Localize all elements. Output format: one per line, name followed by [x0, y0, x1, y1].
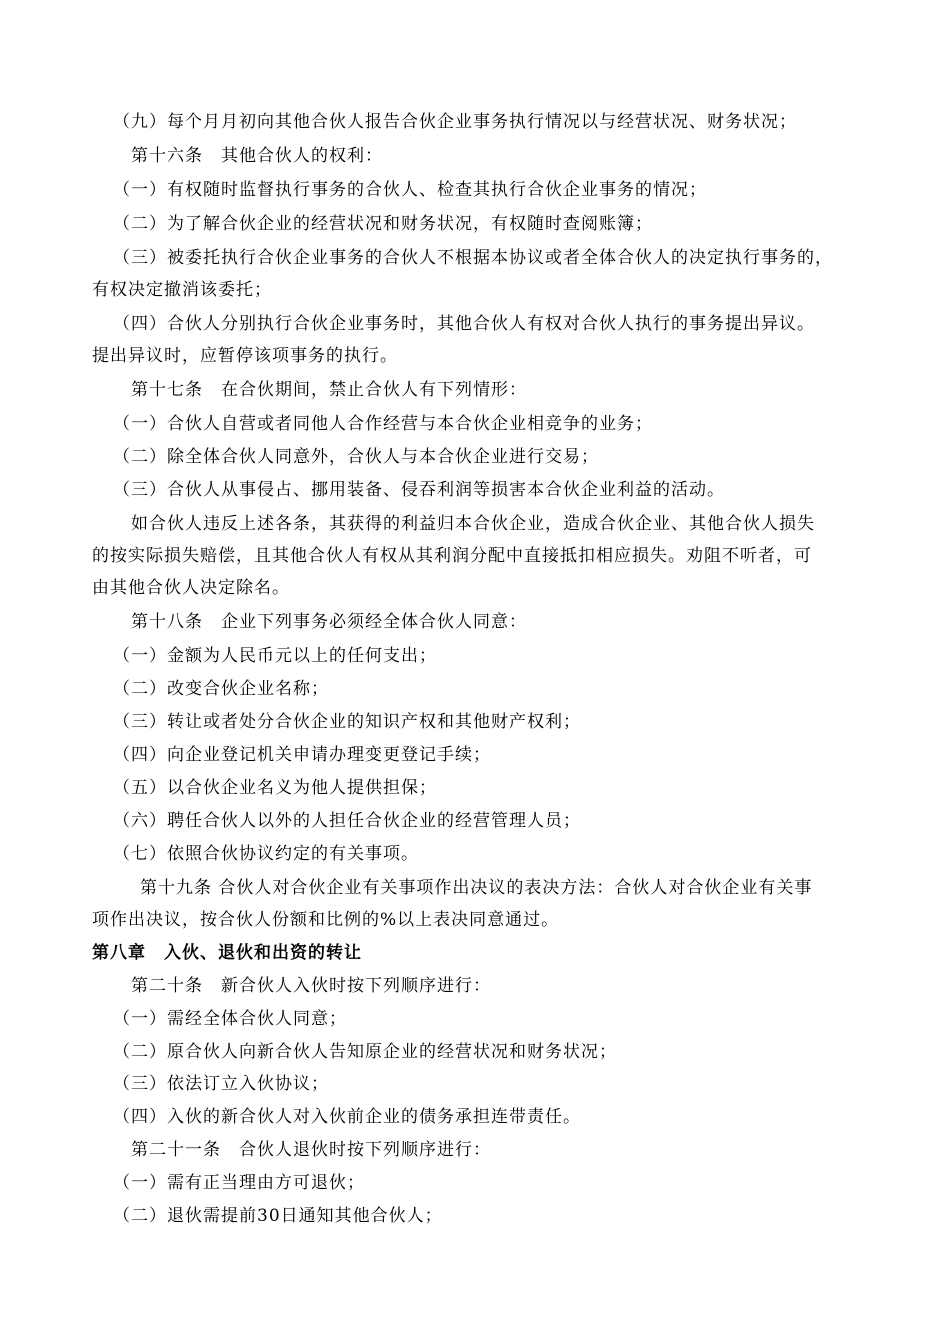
text-line: （三）转让或者处分合伙企业的知识产权和其他财产权利；: [113, 712, 581, 732]
text-line: （七）依照合伙协议约定的有关事项。: [113, 844, 419, 864]
text-line: （九）每个月月初向其他合伙人报告合伙企业事务执行情况以与经营状况、财务状况；: [113, 112, 797, 132]
text-line: （四）向企业登记机关申请办理变更登记手续；: [113, 745, 491, 765]
article-heading: 第十七条 在合伙期间，禁止合伙人有下列情形：: [131, 380, 527, 400]
text-line: （二）除全体合伙人同意外，合伙人与本合伙企业进行交易；: [113, 447, 599, 467]
article-heading: 第二十一条 合伙人退伙时按下列顺序进行：: [131, 1140, 491, 1160]
article-heading: 第十八条 企业下列事务必须经全体合伙人同意：: [131, 612, 527, 632]
text-line: （六）聘任合伙人以外的人担任合伙企业的经营管理人员；: [113, 811, 581, 831]
text-line: 项作出决议，按合伙人份额和比例的%以上表决同意通过。: [92, 910, 560, 930]
text-line: （二）改变合伙企业名称；: [113, 679, 329, 699]
text-line: （一）需经全体合伙人同意；: [113, 1009, 347, 1029]
text-line: （三）被委托执行合伙企业事务的合伙人不根据本协议或者全体合伙人的决定执行事务的，: [113, 248, 833, 268]
text-line: （一）金额为人民币元以上的任何支出；: [113, 646, 437, 666]
text-line: （一）有权随时监督执行事务的合伙人、检查其执行合伙企业事务的情况；: [113, 180, 707, 200]
text-line: （四）合伙人分别执行合伙企业事务时，其他合伙人有权对合伙人执行的事务提出异议。: [113, 314, 815, 334]
text-line: 提出异议时，应暂停该项事务的执行。: [92, 346, 398, 366]
text-line: （二）原合伙人向新合伙人告知原企业的经营状况和财务状况；: [113, 1042, 617, 1062]
text-line: （二）退伙需提前30日通知其他合伙人；: [113, 1206, 443, 1226]
text-line: （五）以合伙企业名义为他人提供担保；: [113, 778, 437, 798]
text-line: 由其他合伙人决定除名。: [92, 578, 290, 598]
text-line: （四）入伙的新合伙人对入伙前企业的债务承担连带责任。: [113, 1107, 581, 1127]
text-line: （一）合伙人自营或者同他人合作经营与本合伙企业相竞争的业务；: [113, 414, 653, 434]
text-line: 如合伙人违反上述各条，其获得的利益归本合伙企业，造成合伙企业、其他合伙人损失: [131, 514, 815, 534]
article-heading: 第十六条 其他合伙人的权利：: [131, 146, 383, 166]
text-line: 有权决定撤消该委托；: [92, 280, 272, 300]
text-line: 的按实际损失赔偿，且其他合伙人有权从其利润分配中直接抵扣相应损失。劝阻不听者，可: [92, 546, 812, 566]
article-heading: 第二十条 新合伙人入伙时按下列顺序进行：: [131, 976, 491, 996]
text-line: （三）依法订立入伙协议；: [113, 1074, 329, 1094]
text-line: （一）需有正当理由方可退伙；: [113, 1173, 365, 1193]
text-line: （二）为了解合伙企业的经营状况和财务状况，有权随时查阅账簿；: [113, 214, 653, 234]
text-line: （三）合伙人从事侵占、挪用装备、侵吞利润等损害本合伙企业利益的活动。: [113, 480, 725, 500]
article-heading: 第十九条 合伙人对合伙企业有关事项作出决议的表决方法：合伙人对合伙企业有关事: [140, 878, 813, 898]
chapter-heading: 第八章 入伙、退伙和出资的转让: [92, 943, 362, 963]
